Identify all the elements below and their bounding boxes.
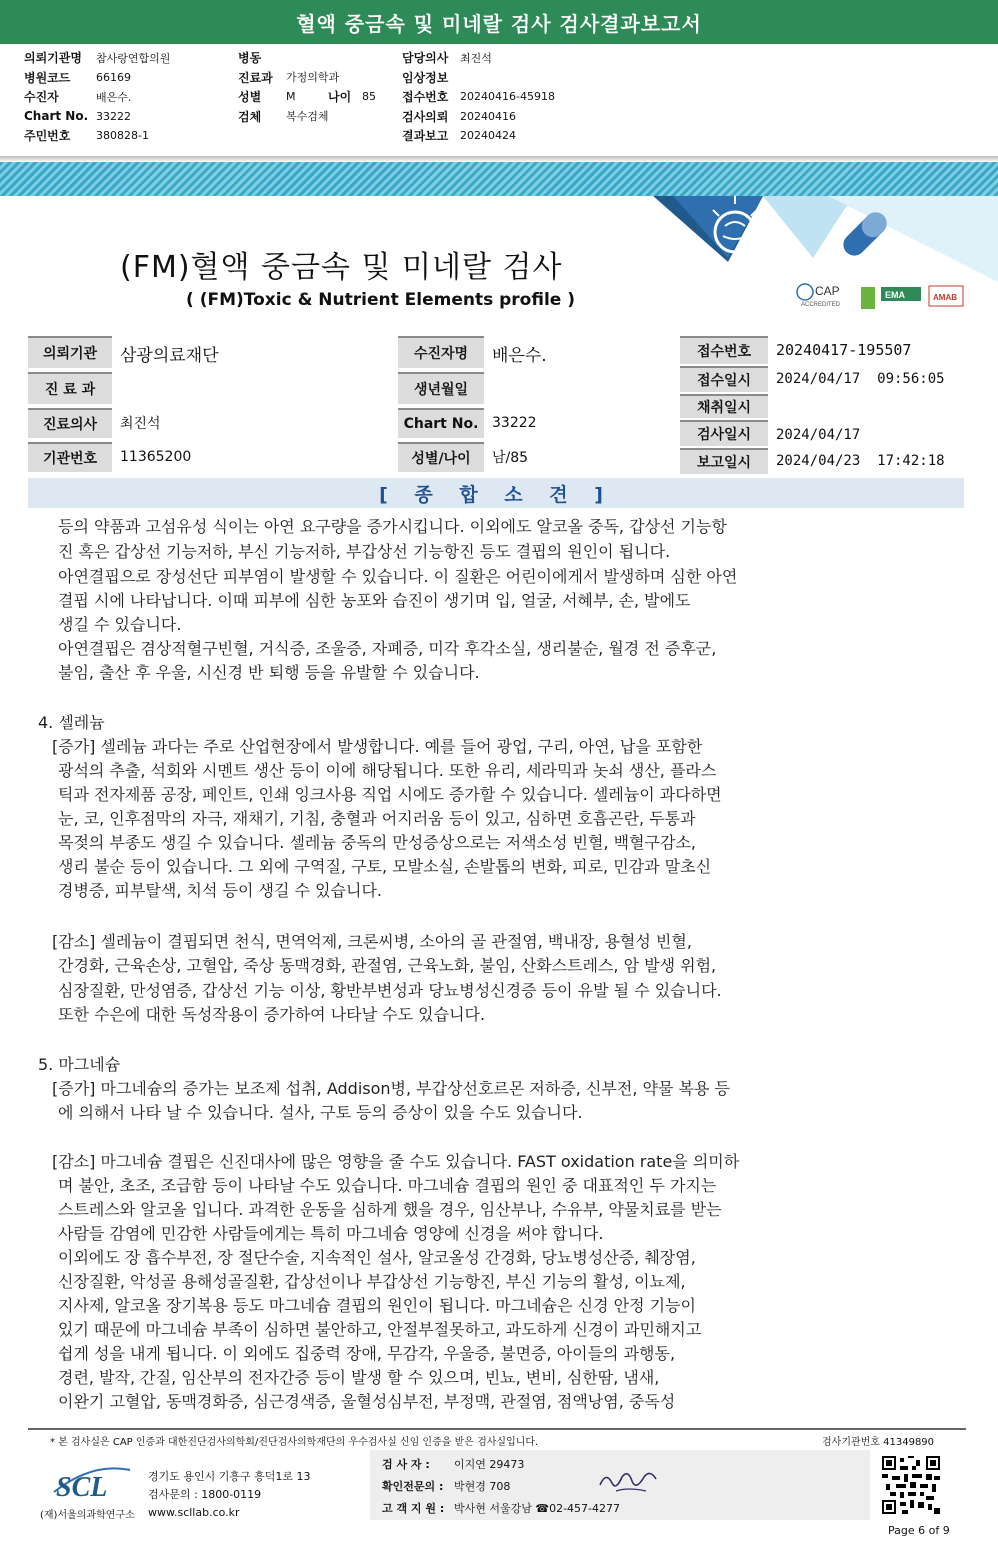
inquiry-line: 검사문의 : 1800-0119 [148,1488,262,1501]
scl-subtitle: (재)서울의과학연구소 [40,1510,135,1521]
qr-code [882,1456,940,1514]
text-line: 이외에도 장 흡수부전, 장 절단수술, 지속적인 설사, 알코올성 간경화, 당뇨병성산증, 췌장염, [58,1248,696,1267]
page-number: Page 6 of 9 [888,1524,950,1537]
amab-logo-text: AMAB [933,293,957,302]
text-line: 아연결핍은 겸상적혈구빈혈, 거식증, 조울증, 자폐증, 미각 후각소실, 생리불순, 월경 전 증후군, [58,639,717,658]
ema-logo-text: EMA [885,290,905,300]
tester-value: 이지연 29473 [454,1458,525,1471]
cap-logo-subtext: ACCREDITED [801,302,841,308]
report-value: 2024/04/23 17:42:18 [776,453,945,469]
meta-row: 병원코드 66169 [24,70,131,85]
text-line: 며 불안, 초조, 조급함 등이 나타날 수도 있습니다. 마그네슘 결핍의 원인 중 대표적인 두 가지는 [58,1176,717,1195]
cap-logo-text: CAP [815,284,840,298]
org-no-value: 11365200 [120,449,192,465]
tester-box: 검 사 자 : 이지연 29473 확인전문의 : 박현경 708 고 객 지 원 : 박사현 서울강남 ☎02-457-4277 [370,1450,870,1520]
institution-number: 검사기관번호 41349890 [822,1437,935,1448]
patient-info-table [28,336,966,474]
section-heading: 5. 마그네슘 [38,1055,121,1074]
section-heading: 4. 셀레늄 [38,713,105,732]
patient-label: 수진자명 [398,336,484,368]
meta-row: 검사의뢰 20240416 [402,109,516,124]
meta-row: 진료과 가정의학과 [238,70,340,85]
certification-note: * 본 검사실은 CAP 인증과 대한진단검사의학회/진단검사의학재단의 우수검사실 신임 인증을 받은 검사실입니다. [50,1437,539,1448]
scl-logo-text: SCL [56,1472,108,1502]
text-line: [감소] 셀레늄이 결핍되면 천식, 면역억제, 크론씨병, 소아의 골 관절염, 백내장, 용혈성 빈혈, [52,932,692,951]
patient-value: 배은수. [492,345,547,366]
text-line: 스트레스와 알코올 입니다. 과격한 운동을 심하게 했을 경우, 임산부나, 수유부, 약물치료를 받는 [58,1200,722,1219]
recv-no-label: 접수번호 [680,336,768,364]
text-line: 지사제, 알코올 장기복용 등도 마그네슘 결핍의 원인이 됩니다. 마그네슘은 신경 안정 기능이 [58,1296,696,1315]
website-link[interactable]: www.scllab.co.kr [148,1506,240,1519]
meta-row: 수진자 배은수. [24,90,132,105]
page-title: (FM)혈액 중금속 및 미네랄 검사 [120,250,563,285]
text-line: 불임, 출산 후 우울, 시신경 반 퇴행 등을 유발할 수 있습니다. [58,663,480,682]
meta-row: 접수번호 20240416-45918 [402,90,555,105]
text-line: 생길 수 있습니다. [58,615,182,634]
text-line: [증가] 마그네슘의 증가는 보조제 섭취, Addison병, 부갑상선호르몬 저하증, 신부전, 약물 복용 등 [52,1079,730,1098]
address-line: 경기도 용인시 기흥구 흥덕1로 13 [148,1470,311,1483]
text-line: 광석의 추출, 석회와 시멘트 생산 등이 이에 해당됩니다. 또한 유리, 세라믹과 놋쇠 생산, 플라스 [58,761,717,780]
text-line: 쉽게 성을 내게 됩니다. 이 외에도 집중력 장애, 무감각, 우울증, 불면증, 아이들의 과행동, [58,1344,676,1363]
recv-date-value: 2024/04/17 09:56:05 [776,371,945,387]
text-line: 신장질환, 악성골 용해성골질환, 갑상선이나 부갑상선 기능항진, 부신 기능의 활성, 이뇨제, [58,1272,686,1291]
test-date-value: 2024/04/17 [776,427,861,443]
text-line: 또한 수은에 대한 독성작용이 증가하여 나타날 수도 있습니다. [58,1005,486,1024]
chart-value: 33222 [492,415,537,431]
text-line: [증가] 셀레늄 과다는 주로 산업현장에서 발생합니다. 예를 들어 광업, 구리, 아연, 납을 포함한 [52,737,703,756]
signature [596,1465,660,1497]
report-label: 보고일시 [680,448,768,474]
req-org-label: 의뢰기관 [28,336,112,368]
support-value: 박사현 서울강남 ☎02-457-4277 [454,1502,621,1515]
meta-row: 병동 [238,51,262,66]
text-line: 사람들 감염에 민감한 사람들에게는 특히 마그네슘 영양에 신경을 써야 합니다. [58,1224,604,1243]
meta-row: 검체 복수검체 [238,109,329,124]
lab-address [148,1468,311,1522]
text-line: 목젖의 부종도 생길 수 있습니다. 셀레늄 중독의 만성증상으로는 저색소성 빈혈, 백혈구감소, [58,833,696,852]
dept-label: 진 료 과 [28,372,112,404]
text-line: 등의 약품과 고섬유성 식이는 아연 요구량을 증가시킵니다. 이외에도 알코올 중독, 갑상선 기능항 [58,517,727,536]
text-line: 있기 때문에 마그네슘 부족이 심하면 불안하고, 안절부절못하고, 과도하게 신경이 과민해지고 [58,1320,702,1339]
text-line: 에 의해서 나타 날 수 있습니다. 설사, 구토 등의 증상이 있을 수도 있습니다. [58,1103,583,1122]
text-line: 진 혹은 갑상선 기능저하, 부신 기능저하, 부갑상선 기능항진 등도 결핍의 원인이 됩니다. [58,542,671,561]
collect-value [768,394,966,418]
text-line: 이완기 고혈압, 동맥경화증, 심근경색증, 울혈성심부전, 부정맥, 관절염, 점액낭염, 중독성 [58,1392,676,1411]
sexage-label: 성별/나이 [398,442,484,472]
text-line: 눈, 코, 인후점막의 자극, 재채기, 기침, 충혈과 어지러움 등이 있고, 심하면 호흡곤란, 두통과 [58,809,696,828]
doctor-value: 최진석 [120,416,161,432]
meta-row: 성별 M 나이 85 [238,90,376,105]
text-line: 아연결핍으로 장성선단 피부염이 발생할 수 있습니다. 이 질환은 어린이에게서 발생하며 심한 아연 [58,567,738,586]
title-area [0,196,998,330]
dept-value [112,372,400,404]
birth-label: 생년월일 [398,372,484,404]
footer-divider [28,1428,966,1430]
text-line: 생리 불순 등이 있습니다. 그 외에 구역질, 구토, 모발소실, 손발톱의 변화, 피로, 민감과 말초신 [58,857,712,876]
text-line: 간경화, 근육손상, 고혈압, 죽상 동맥경화, 관절염, 근육노화, 불임, 산화스트레스, 암 발생 위험, [58,956,717,975]
report-banner-title: 혈액 중금속 및 미네랄 검사 검사결과보고서 [296,11,702,36]
doctor-label: 진료의사 [28,408,112,438]
collect-label: 채취일시 [680,394,768,418]
meta-row: 주민번호 380828-1 [24,129,149,144]
org-no-label: 기관번호 [28,442,112,472]
confirm-value: 박현경 708 [454,1480,511,1493]
text-line: 경련, 발작, 간질, 임산부의 전자간증 등이 발생 할 수 있으며, 빈뇨, 변비, 심한땀, 냄새, [58,1368,660,1387]
meta-row: 의뢰기관명 참사랑연합의원 [24,51,171,66]
page-subtitle: ( (FM)Toxic & Nutrient Elements profile ) [186,290,576,310]
scl-logo [52,1462,132,1502]
text-line: 틱과 전자제품 공장, 페인트, 인쇄 잉크사용 직업 시에도 증가할 수 있습니다. 셀레늄이 과다하면 [58,785,722,804]
recv-no-value: 20240417-195507 [776,341,912,359]
text-line: [감소] 마그네슘 결핍은 신진대사에 많은 영향을 줄 수도 있습니다. FAST oxidation rate을 의미하 [52,1152,740,1171]
meta-row: 결과보고 20240424 [402,129,516,144]
meta-row: 임상정보 [402,70,449,85]
test-date-label: 검사일시 [680,420,768,446]
req-org-value: 삼광의료재단 [120,345,219,366]
recv-date-label: 접수일시 [680,366,768,392]
report-banner [0,0,998,44]
meta-row: Chart No. 33222 [24,109,131,124]
summary-heading: [ 종 합 소 견 ] [28,478,964,508]
sexage-value: 남/85 [492,450,529,466]
header-meta [0,48,998,156]
text-line: 경병증, 피부탈색, 치석 등이 생길 수 있습니다. [58,881,382,900]
birth-value [484,372,680,404]
meta-row: 담당의사 최진석 [402,51,492,66]
chart-label: Chart No. [398,408,484,438]
text-line: 심장질환, 만성염증, 갑상선 기능 이상, 황반부변성과 당뇨병성신경증 등이 유발 될 수 있습니다. [58,981,722,1000]
text-line: 결핍 시에 나타납니다. 이때 피부에 심한 농포와 습진이 생기며 입, 얼굴, 서혜부, 손, 발에도 [58,591,691,610]
